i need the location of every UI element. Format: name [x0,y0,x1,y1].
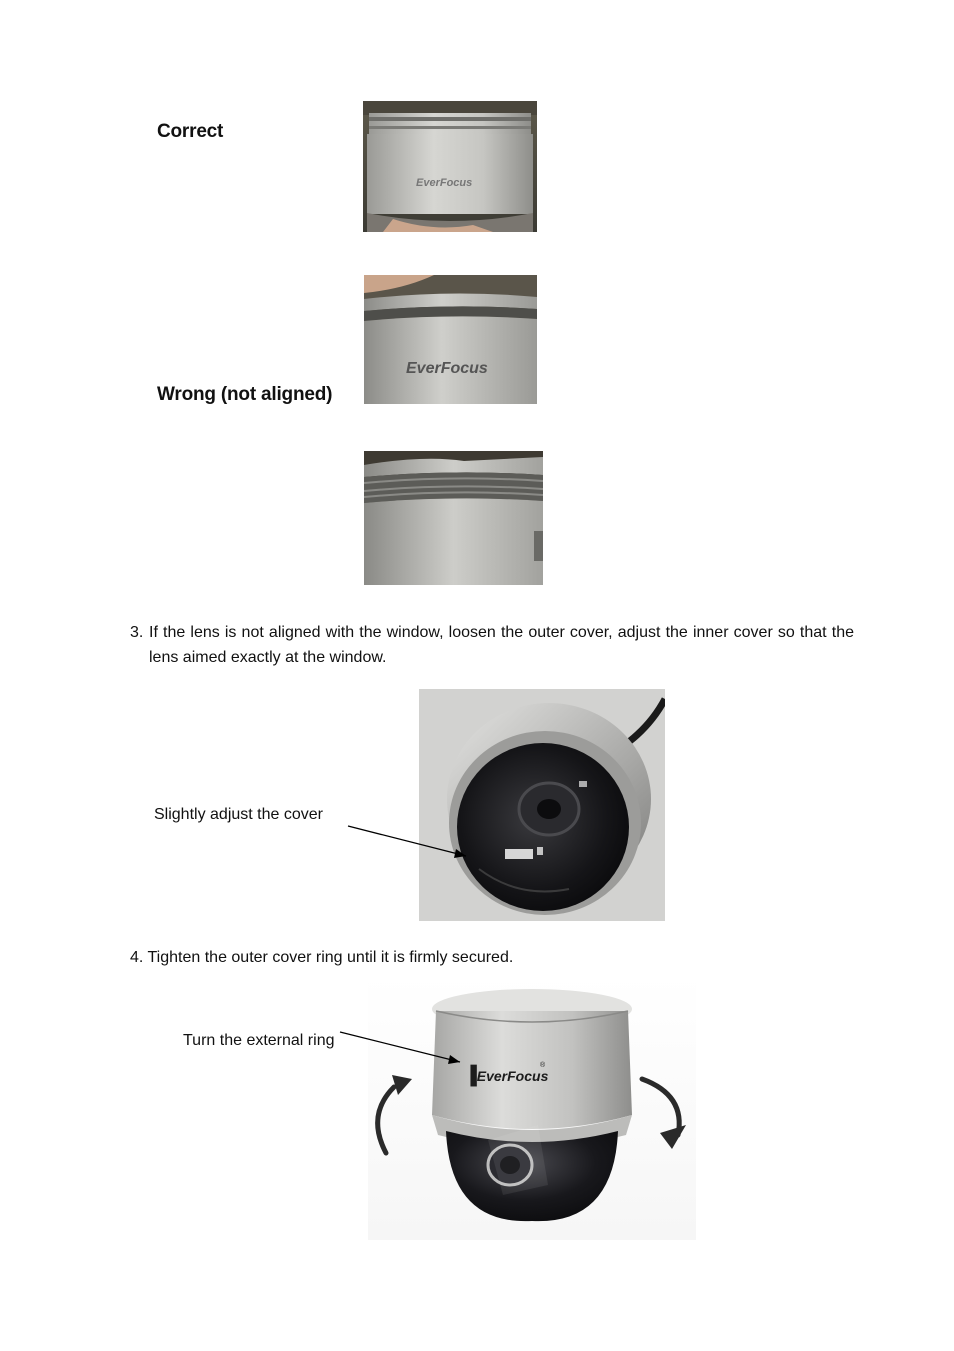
everfocus-logo: ▐EverFocus [464,1065,549,1085]
everfocus-logo-text: EverFocus [476,1068,549,1084]
turn-ring-arrow [336,1028,466,1068]
everfocus-logo: EverFocus [406,360,488,377]
step-4-text: Tighten the outer cover ring until it is firmly secured. [147,949,514,966]
step-3-text: If the lens is not aligned with the window, loosen the outer cover, adjust the inner cover so that the lens aimed exactly at the window. [149,624,854,666]
correct-alignment-photo [363,101,537,232]
dome-ring-photo [368,975,696,1240]
adjust-cover-callout: Slightly adjust the cover [154,806,323,823]
step-4-number: 4. [130,949,144,966]
everfocus-logo: EverFocus [416,177,473,189]
correct-label: Correct [157,121,224,142]
dome-adjust-photo [419,689,665,921]
wrong-alignment-photo-2 [364,451,543,585]
adjust-cover-arrow [340,818,475,863]
registered-mark: ® [540,1062,546,1069]
step-3-paragraph [130,620,854,670]
step-4-paragraph [130,945,513,970]
wrong-alignment-photo-1 [364,275,537,404]
wrong-label: Wrong (not aligned) [157,384,333,405]
turn-ring-callout: Turn the external ring [183,1032,335,1049]
step-3-number: 3. [130,624,144,641]
